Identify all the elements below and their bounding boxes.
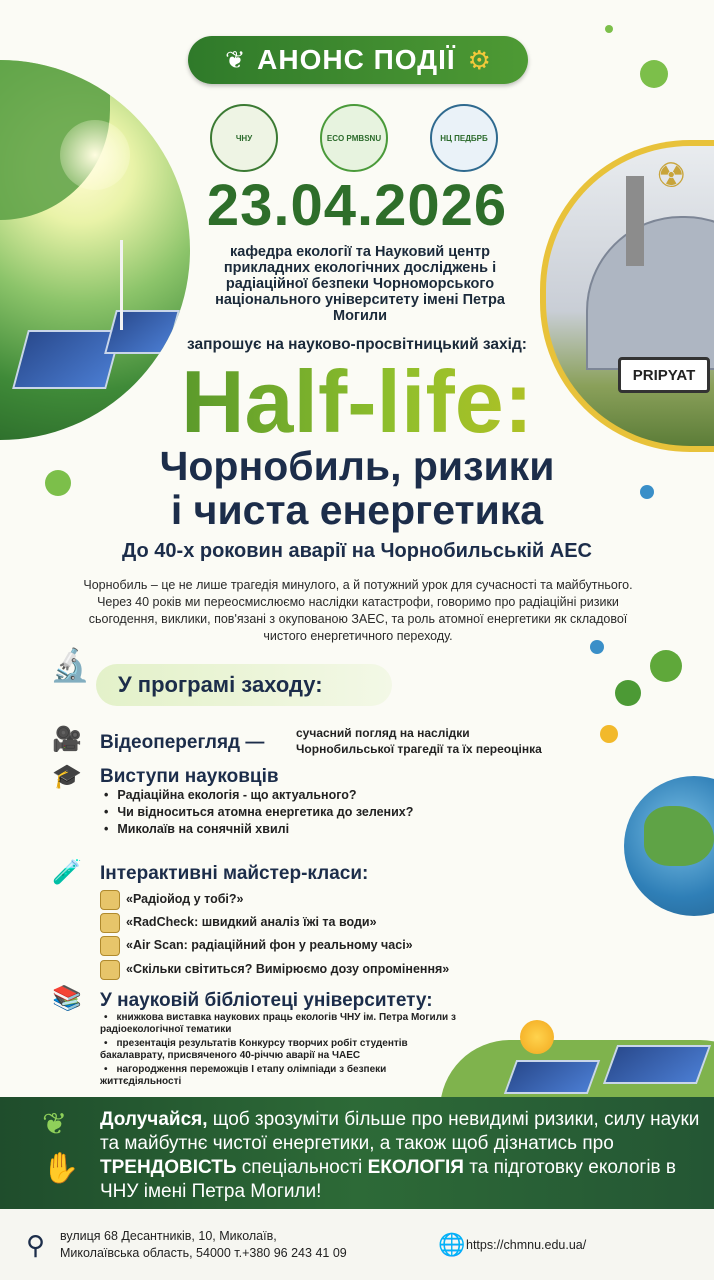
dot-decoration xyxy=(605,25,613,33)
workshop-item: «RadCheck: швидкий аналіз їжі та води» xyxy=(126,915,377,929)
cta-text: спеціальності xyxy=(236,1157,368,1178)
website-link[interactable]: https://chmnu.edu.ua/ xyxy=(466,1238,587,1252)
university-logo-text: ЧНУ xyxy=(235,133,253,143)
video-note-line1: сучасний погляд на наслідки xyxy=(296,726,470,740)
address xyxy=(60,1228,347,1262)
cta-bold: Долучайся, xyxy=(100,1109,208,1130)
organizers: кафедра екології та Науковий центр прикладних екологічних досліджень і радіаційної безпеки Чорноморського національного університету імені Петра Могили xyxy=(215,244,505,324)
workshops-heading: Інтерактивні майстер-класи: xyxy=(100,863,369,884)
iodine-icon xyxy=(100,890,120,910)
research-center-logo xyxy=(430,104,498,172)
cta-bold: ТРЕНДОВІСТЬ xyxy=(100,1157,237,1178)
library-item: • книжкова виставка наукових праць екологів ЧНУ ім. Петра Могили з xyxy=(104,1012,456,1024)
test-tubes-icon: 🧪 xyxy=(52,859,82,886)
globe-icon: 🌐 xyxy=(438,1232,466,1257)
earth-globe-icon xyxy=(624,776,714,916)
banner-title: АНОНС ПОДІЇ xyxy=(257,44,456,75)
library-item-cont: радіоекологічної тематики xyxy=(100,1024,232,1035)
video-note-line2: Чорнобильської трагедії та їх переоцінка xyxy=(296,742,542,756)
library-item-cont: бакалаврату, присвяченого 40-річчю аварії на ЧАЕС xyxy=(100,1050,361,1061)
cta-text: та підготовку екологів в ЧНУ імені Петра Могили! xyxy=(100,1157,677,1202)
eco-logo-text: ECO PMBSNU xyxy=(326,133,382,143)
air-scan-icon xyxy=(100,936,120,956)
event-description: Чорнобиль – це не лише трагедія минулого, а й потужний урок для сучасності та майбутнього. Через 40 років ми переосмислюємо наслідки катастрофи, говоримо про радіаційні ризики сьогодення, виклики, пов'язані з окупованою ЗАЕС, та роль атомної енергетики як складової чистого енергетичного переходу. xyxy=(83,578,633,643)
call-to-action-text xyxy=(100,1108,700,1204)
sprout-icon: ❦ xyxy=(42,1108,68,1141)
leaf-icon: ❦ xyxy=(225,46,246,74)
talks-item: • Чи відноситься атомна енергетика до зелених? xyxy=(104,805,413,819)
gear-icon: ⚙ xyxy=(467,44,491,75)
cta-bold: ЕКОЛОГІЯ xyxy=(367,1157,464,1178)
molecule-icon xyxy=(615,680,641,706)
program-title: У програмі заходу: xyxy=(118,672,323,697)
anniversary-caption: До 40-х роковин аварії на Чорнобильській АЕС xyxy=(122,540,592,562)
location-pin-icon: ⚲ xyxy=(26,1230,46,1260)
video-camera-icon: 🎥 xyxy=(52,726,82,753)
address-line1: вулиця 68 Десантників, 10, Миколаїв, xyxy=(60,1229,277,1243)
research-center-logo-text: НЦ ПЕДБРБ xyxy=(440,133,488,143)
talks-heading: Виступи науковців xyxy=(100,766,279,787)
event-date: 23.04.2026 xyxy=(206,173,508,238)
radiation-icon: ☢ xyxy=(656,157,687,195)
event-subtitle-line2: і чиста енергетика xyxy=(170,487,544,533)
library-heading: У науковій бібліотеці університету: xyxy=(100,990,433,1011)
molecule-icon xyxy=(600,725,618,743)
event-subtitle-line1: Чорнобиль, ризики xyxy=(159,443,555,489)
molecule-icon xyxy=(640,60,668,88)
address-line2: Миколаївська область, 54000 т.+380 96 243 41 09 xyxy=(60,1246,347,1260)
hand-plant-icon: ✋ xyxy=(42,1152,80,1185)
microscope-icon: 🔬 xyxy=(50,647,90,683)
library-item-cont: життєдіяльності xyxy=(100,1076,182,1087)
invitation-text: запрошує на науково-просвітницький захід: xyxy=(187,336,527,353)
university-logo xyxy=(210,104,278,172)
eco-logo xyxy=(320,104,388,172)
solar-panel xyxy=(504,1060,600,1094)
books-icon: 📚 xyxy=(52,985,82,1012)
molecule-icon xyxy=(650,650,682,682)
food-check-icon xyxy=(100,913,120,933)
library-item: • презентація результатів Конкурсу творчих робіт студентів xyxy=(104,1038,408,1050)
event-title: Half-life: xyxy=(0,356,714,448)
workshop-item: «Air Scan: радіаційний фон у реальному часі» xyxy=(126,938,413,952)
talks-item: • Радіаційна екологія - що актуального? xyxy=(104,788,357,802)
solar-panel xyxy=(603,1045,711,1084)
video-heading: Відеоперегляд — xyxy=(100,732,265,753)
cta-text: щоб зрозуміти більше про невидимі ризики, силу науки та майбутнє чистої енергетики, а також щоб дізнатись про xyxy=(100,1109,700,1154)
event-announcement-banner xyxy=(188,36,528,84)
sun-icon xyxy=(520,1020,554,1054)
graduation-cap-icon: 🎓 xyxy=(52,763,82,790)
workshop-item: «Радіойод у тобі?» xyxy=(126,892,244,906)
talks-item: • Миколаїв на сонячній хвилі xyxy=(104,822,289,836)
library-item: • нагородження переможців І етапу олімпіади з безпеки xyxy=(104,1064,386,1076)
workshop-item: «Скільки світиться? Вимірюємо дозу опромінення» xyxy=(126,962,450,976)
wind-turbine xyxy=(120,240,123,330)
dosimeter-icon xyxy=(100,960,120,980)
